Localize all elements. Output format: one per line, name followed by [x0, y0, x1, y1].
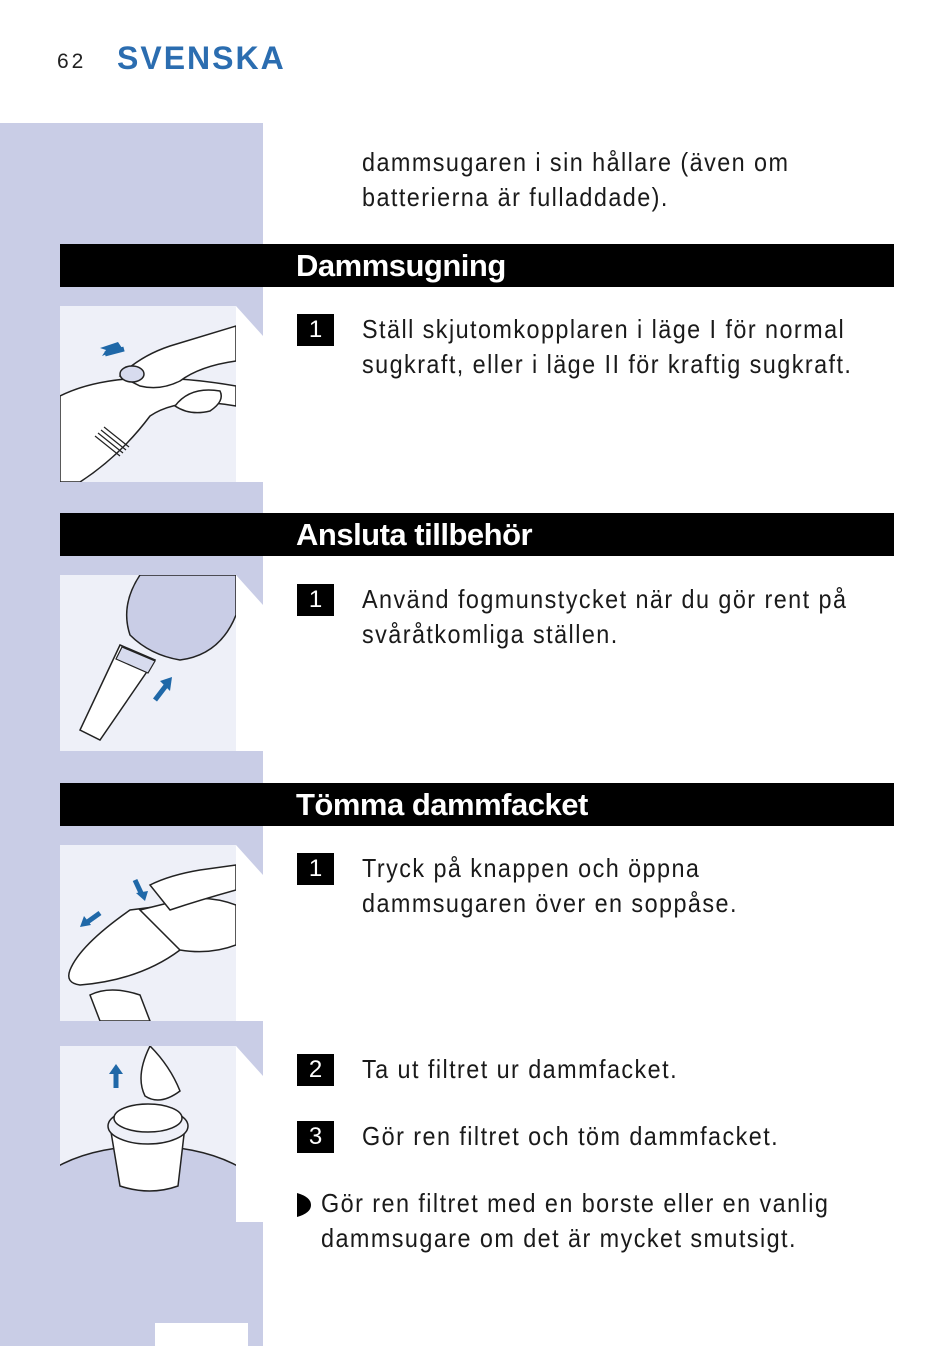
illustration-tab: [236, 1046, 263, 1222]
tip-line: Gör ren filtret med en borste eller en vanlig: [321, 1188, 830, 1218]
remove-filter-illustration: [60, 1046, 236, 1222]
crevice-nozzle-attach-illustration: [60, 575, 236, 751]
step-line: Gör ren filtret och töm dammfacket.: [362, 1121, 780, 1151]
hand-on-slide-switch-illustration: [60, 306, 236, 482]
step-line: sugkraft, eller i läge II för kraftig sugkraft.: [362, 349, 853, 379]
step-text: [362, 1052, 678, 1087]
tip-text: [321, 1186, 829, 1256]
intro-text: [362, 145, 789, 215]
section-bar-tomma: [60, 783, 894, 826]
open-dust-compartment-illustration: [60, 845, 236, 1021]
section-bar-dammsugning: [60, 244, 894, 287]
step-text: [362, 851, 738, 921]
tip-line: dammsugare om det är mycket smutsigt.: [321, 1223, 797, 1253]
step-number: 2: [297, 1054, 334, 1086]
section-title: Dammsugning: [296, 248, 506, 283]
step-number: 1: [297, 853, 334, 885]
illustration-crevice-nozzle: [60, 575, 236, 751]
step-line: Ta ut filtret ur dammfacket.: [362, 1054, 679, 1084]
section-title: Ansluta tillbehör: [296, 517, 533, 552]
illustration-tab: [236, 845, 263, 1021]
illustration-tab: [236, 575, 263, 751]
step-number: 1: [297, 314, 334, 346]
illustration-tab: [236, 306, 263, 482]
intro-line: dammsugaren i sin hållare (även om: [362, 147, 790, 177]
step-text: [362, 312, 852, 382]
illustration-open-compartment: [60, 845, 236, 1021]
intro-line: batterierna är fulladdade).: [362, 182, 669, 212]
footer-mark: [155, 1323, 248, 1346]
page-number: 62: [57, 50, 87, 73]
step-line: Använd fogmunstycket när du gör rent på: [362, 584, 848, 614]
step-line: Ställ skjutomkopplaren i läge I för normal: [362, 314, 846, 344]
language-heading: SVENSKA: [117, 40, 286, 76]
section-bar-ansluta: [60, 513, 894, 556]
illustration-slide-switch: [60, 306, 236, 482]
illustration-remove-filter: [60, 1046, 236, 1222]
step-number: 1: [297, 584, 334, 616]
step-text: [362, 1119, 779, 1154]
step-number: 3: [297, 1121, 334, 1153]
step-line: svåråtkomliga ställen.: [362, 619, 619, 649]
step-line: Tryck på knappen och öppna: [362, 853, 701, 883]
step-line: dammsugaren över en soppåse.: [362, 888, 738, 918]
step-text: [362, 582, 847, 652]
bullet-arrow-icon: [297, 1193, 311, 1217]
section-title: Tömma dammfacket: [296, 787, 588, 822]
